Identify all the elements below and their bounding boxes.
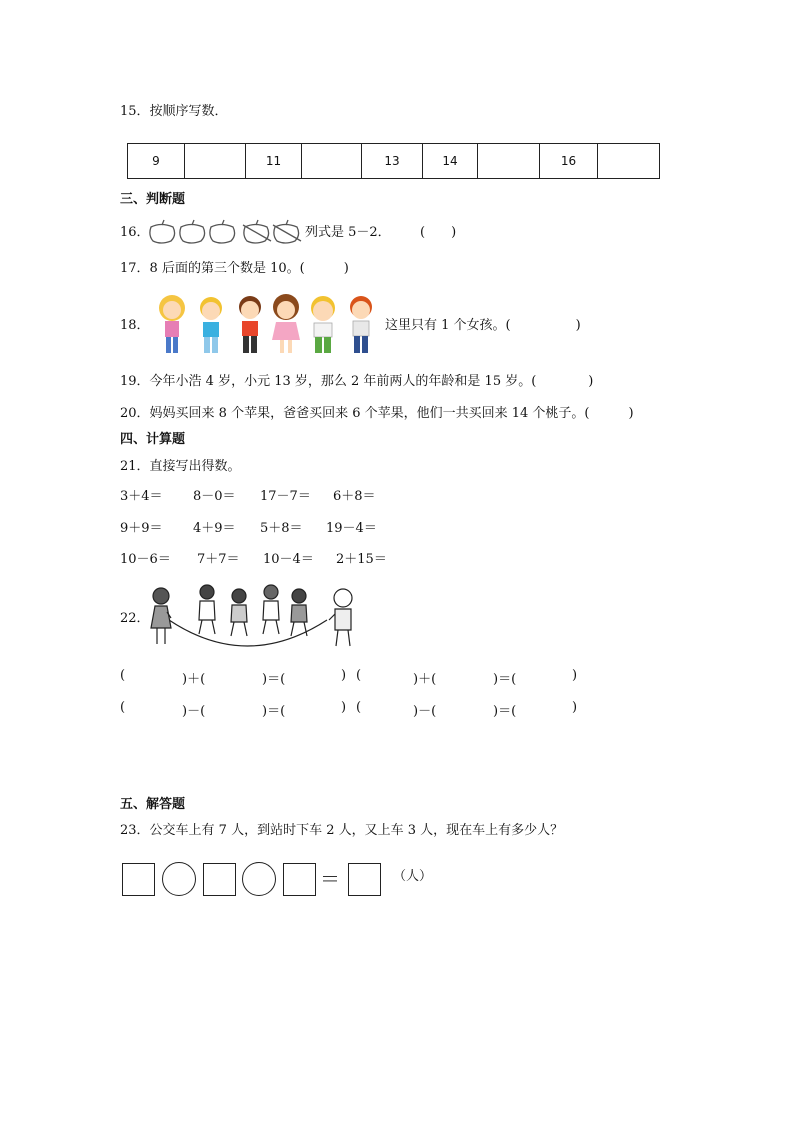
operator-circle[interactable] [242, 862, 276, 896]
q17-text: 17．8 后面的第三个数是 10。( ) [120, 261, 349, 276]
result-box[interactable] [348, 863, 381, 896]
cartoon-kids-icon [148, 292, 380, 358]
operator-circle[interactable] [162, 862, 196, 896]
seq-cell: 16 [540, 144, 598, 179]
q16-number: 16． [120, 225, 150, 240]
calc-item: 10－4＝ [263, 552, 314, 567]
q19-text: 19．今年小浩 4 岁，小元 13 岁，那么 2 年前两人的年龄和是 15 岁。( ) [120, 374, 594, 389]
equals-sign: ＝ [320, 867, 340, 891]
answer-box[interactable] [203, 863, 236, 896]
paren-text[interactable]: )＝( [493, 672, 517, 687]
paren-text[interactable]: ) [341, 668, 347, 683]
q16-text: 列式是 5－2． [305, 225, 391, 240]
calc-item: 10－6＝ [120, 552, 171, 567]
q23-text: 23．公交车上有 7 人，到站时下车 2 人，又上车 3 人，现在车上有多少人？ [120, 823, 564, 838]
seq-cell-blank[interactable] [478, 144, 540, 179]
calc-item: 6＋8＝ [333, 489, 376, 504]
q22-subtraction-row [120, 700, 590, 719]
paren-text[interactable]: )＝( [493, 704, 517, 719]
calc-item: 2＋15＝ [336, 552, 387, 567]
section-title-judgement: 三、判断题 [120, 192, 186, 207]
section-title-calculation: 四、计算题 [120, 432, 186, 447]
q16-answer[interactable]: ( ) [420, 225, 457, 240]
paren-text[interactable]: ) [341, 700, 347, 715]
unit-label: （人） [393, 869, 433, 884]
calc-item: 7＋7＝ [197, 552, 240, 567]
paren-text[interactable]: ) [572, 668, 578, 683]
paren-text[interactable]: )＝( [262, 704, 286, 719]
paren-text: ( [356, 668, 362, 683]
q22-number: 22． [120, 611, 150, 626]
answer-box[interactable] [122, 863, 155, 896]
seq-cell-blank[interactable] [185, 144, 246, 179]
paren-text: ( [120, 700, 126, 715]
paren-text[interactable]: )＝( [262, 672, 286, 687]
calc-item: 9＋9＝ [120, 521, 163, 536]
sequence-table [127, 143, 660, 179]
section-title-answer: 五、解答题 [120, 797, 186, 812]
seq-cell: 13 [362, 144, 423, 179]
calc-item: 4＋9＝ [193, 521, 236, 536]
seq-cell: 9 [128, 144, 185, 179]
calc-item: 5＋8＝ [260, 521, 303, 536]
paren-text[interactable]: )－( [413, 704, 437, 719]
q21-label: 21．直接写出得数。 [120, 459, 241, 474]
q20-text: 20．妈妈买回来 8 个苹果，爸爸买回来 6 个苹果，他们一共买回来 14 个桃子。( ) [120, 406, 634, 421]
q18-number: 18． [120, 318, 150, 333]
calc-item: 19－4＝ [326, 521, 377, 536]
paren-text[interactable]: )＋( [413, 672, 437, 687]
paren-text[interactable]: )＋( [182, 672, 206, 687]
calc-item: 8－0＝ [193, 489, 236, 504]
answer-box[interactable] [283, 863, 316, 896]
calc-item: 3＋4＝ [120, 489, 163, 504]
seq-cell-blank[interactable] [598, 144, 660, 179]
paren-text[interactable]: ) [572, 700, 578, 715]
jump-rope-kids-icon [147, 582, 359, 652]
q15-label: 15．按顺序写数． [120, 104, 228, 119]
paren-text: ( [356, 700, 362, 715]
seq-cell-blank[interactable] [302, 144, 362, 179]
apple-icon [147, 219, 303, 245]
paren-text[interactable]: )－( [182, 704, 206, 719]
seq-cell: 14 [423, 144, 478, 179]
q18-text: 这里只有 1 个女孩。( ) [385, 318, 581, 333]
seq-cell: 11 [246, 144, 302, 179]
paren-text: ( [120, 668, 126, 683]
q22-addition-row [120, 668, 590, 687]
calc-item: 17－7＝ [260, 489, 311, 504]
